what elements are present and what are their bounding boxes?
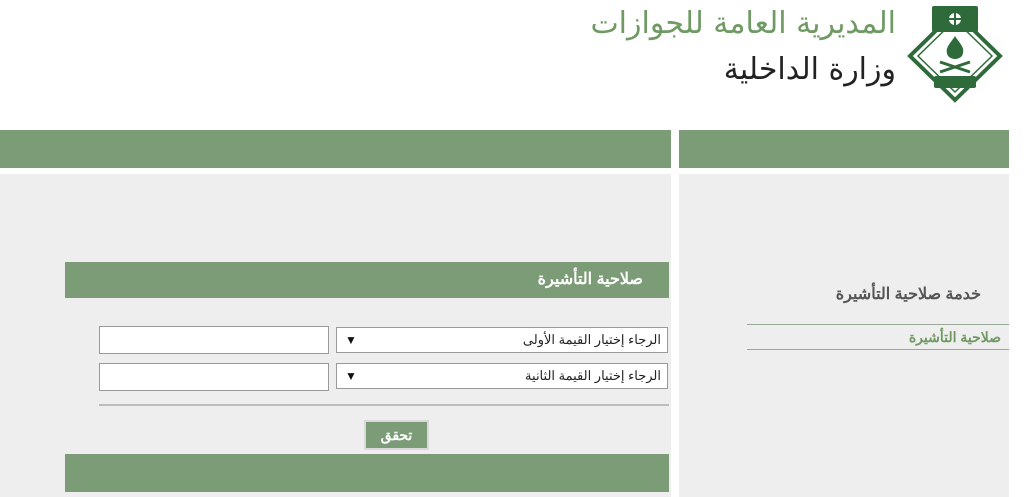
form-footer-bar	[65, 454, 669, 492]
passports-emblem-icon	[904, 4, 1006, 104]
side-title: خدمة صلاحية التأشيرة	[835, 286, 981, 303]
top-bar-side	[679, 130, 1009, 168]
first-value-select[interactable]	[336, 327, 668, 353]
verify-button[interactable]: تحقق	[364, 420, 429, 450]
header	[0, 0, 1024, 130]
second-value-input[interactable]	[99, 363, 329, 391]
form-title: صلاحية التأشيرة	[65, 262, 669, 298]
org-name: المديرية العامة للجوازات	[590, 6, 896, 41]
side-panel	[679, 174, 1009, 497]
top-bar-main	[0, 130, 671, 168]
triangle-down-icon: ▼	[345, 369, 357, 383]
second-value-select-label: الرجاء إختيار القيمة الثانية	[525, 368, 661, 383]
form-divider	[99, 404, 669, 406]
main-panel	[0, 174, 671, 497]
first-value-select-label: الرجاء إختيار القيمة الأولى	[522, 332, 661, 347]
ministry-name: وزارة الداخلية	[723, 52, 896, 87]
sidebar-item-visa-validity[interactable]: صلاحية التأشيرة	[747, 324, 1009, 350]
first-value-input[interactable]	[99, 326, 329, 354]
triangle-down-icon: ▼	[345, 333, 357, 347]
second-value-select[interactable]	[336, 363, 668, 389]
